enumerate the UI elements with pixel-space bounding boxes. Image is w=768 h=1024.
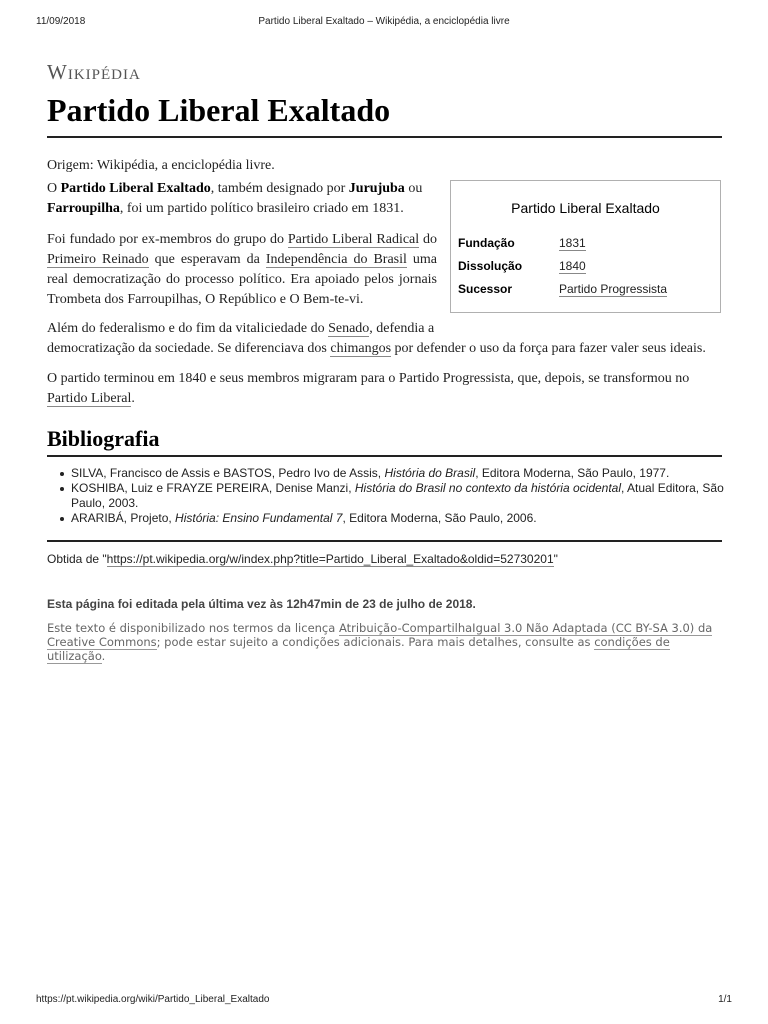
wikipedia-wordmark[interactable]: Wikipédia <box>47 60 141 84</box>
last-edited-note: Esta página foi editada pela última vez às 12h47min de 23 de julho de 2018. <box>47 597 476 611</box>
content-end-divider <box>47 540 722 542</box>
text-run: KOSHIBA, Luiz e FRAYZE PEREIRA, Denise Manzi, <box>71 481 355 495</box>
bibliography-item <box>47 481 727 511</box>
link-primeiro-reinado[interactable]: Primeiro Reinado <box>47 252 149 267</box>
link-independencia-do-brasil[interactable]: Independência do Brasil <box>265 252 407 267</box>
link-chimangos[interactable]: chimangos <box>330 341 392 356</box>
print-url: https://pt.wikipedia.org/wiki/Partido_Liberal_Exaltado <box>36 994 270 1005</box>
text-run: por defender o uso da força para fazer valer seus ideais. <box>391 341 706 356</box>
infobox-value[interactable] <box>559 236 667 259</box>
infobox-row <box>458 259 667 282</box>
text-run: , defendia a <box>369 321 435 336</box>
book-title: História do Brasil <box>384 466 476 480</box>
origin-note: Origem: Wikipédia, a enciclopédia livre. <box>47 158 275 173</box>
text-run: ARARIBÁ, Projeto, <box>71 511 176 525</box>
infobox-row <box>458 282 667 305</box>
permanent-link[interactable]: https://pt.wikipedia.org/w/index.php?title=Partido_Liberal_Exaltado&oldid=52730201 <box>106 552 554 566</box>
text-run: O partido terminou em 1840 e seus membros migraram para o Partido Progressista, que, depois, se transformou no <box>47 371 690 386</box>
link-1840[interactable]: 1840 <box>559 259 586 273</box>
end-paragraph <box>47 369 727 409</box>
infobox-value[interactable] <box>559 282 667 305</box>
infobox-key: Dissolução <box>458 259 523 273</box>
bold-term: Jurujuba <box>348 181 405 196</box>
book-title: História: Ensino Fundamental 7 <box>175 511 343 525</box>
license-link[interactable]: Atribuição-CompartilhaIgual 3.0 Não Adaptada (CC BY-SA 3.0) da Creative Commons <box>47 621 713 649</box>
infobox-title: Partido Liberal Exaltado <box>511 200 660 216</box>
print-page-title: Partido Liberal Exaltado – Wikipédia, a enciclopédia livre <box>258 16 510 27</box>
section-heading-bibliografia: Bibliografia <box>47 426 160 451</box>
bibliography-item <box>47 466 727 481</box>
license-note <box>47 621 727 663</box>
infobox <box>450 180 721 313</box>
bibliography-list <box>47 466 727 526</box>
text-run: O <box>47 181 61 196</box>
infobox-value[interactable] <box>559 259 667 282</box>
retrieved-from <box>47 552 558 566</box>
book-title: História do Brasil no contexto da história ocidental <box>354 481 622 495</box>
infobox-key: Sucessor <box>458 282 513 296</box>
text-run: Este texto é disponibilizado nos termos da licença <box>47 621 339 635</box>
text-run: Obtida de " <box>47 552 107 566</box>
infobox-row <box>458 236 667 259</box>
print-footer <box>0 994 768 1008</box>
text-run: ; pode estar sujeito a condições adicionais. Para mais detalhes, consulte as <box>156 635 595 649</box>
bold-term: Farroupilha <box>47 201 120 216</box>
text-run: SILVA, Francisco de Assis e BASTOS, Pedro Ivo de Assis, <box>71 466 385 480</box>
bold-term: Partido Liberal Exaltado <box>60 181 211 196</box>
text-run: uma real democratização do processo político. Era apoiado pelos jornais Trombeta dos Farroupilhas, O Repúblico e O Bem-te-vi. <box>47 252 437 307</box>
text-run: Foi fundado por ex-membros do grupo do <box>47 232 288 247</box>
ideology-paragraph <box>47 319 727 359</box>
text-run: , Atual Editora, São Paulo, 2003. <box>71 481 724 510</box>
print-header <box>0 16 768 30</box>
text-run: , Editora Moderna, São Paulo, 1977. <box>475 466 670 480</box>
text-run: , foi um partido político brasileiro criado em 1831. <box>119 201 404 216</box>
print-date: 11/09/2018 <box>36 16 86 27</box>
infobox-key: Fundação <box>458 236 515 250</box>
text-run: , também designado por <box>210 181 349 196</box>
text-run: Além do federalismo e do fim da vitaliciedade do <box>47 321 329 336</box>
text-run: . <box>131 391 135 406</box>
text-run: que esperavam da <box>148 252 266 267</box>
link-1831[interactable]: 1831 <box>559 236 586 250</box>
title-divider <box>47 136 722 138</box>
intro-paragraph <box>47 179 442 219</box>
text-run: democratização da sociedade. Se diferenciava dos <box>47 341 331 356</box>
text-run: , Editora Moderna, São Paulo, 2006. <box>342 511 537 525</box>
link-partido-progressista[interactable]: Partido Progressista <box>559 282 668 296</box>
terms-of-use-link[interactable]: condições de utilização <box>47 635 670 663</box>
text-run: ou <box>404 181 423 196</box>
section-divider <box>47 455 722 457</box>
text-run: " <box>553 552 558 566</box>
founding-paragraph <box>47 230 437 310</box>
link-partido-liberal-radical[interactable]: Partido Liberal Radical <box>287 232 420 247</box>
link-partido-liberal[interactable]: Partido Liberal <box>47 391 132 406</box>
text-run: . <box>101 649 106 663</box>
page-number: 1/1 <box>718 994 732 1005</box>
article-title: Partido Liberal Exaltado <box>47 92 391 128</box>
infobox-table <box>458 236 667 305</box>
link-senado[interactable]: Senado <box>328 321 370 336</box>
bibliography-item <box>47 511 727 526</box>
text-run: do <box>419 232 438 247</box>
